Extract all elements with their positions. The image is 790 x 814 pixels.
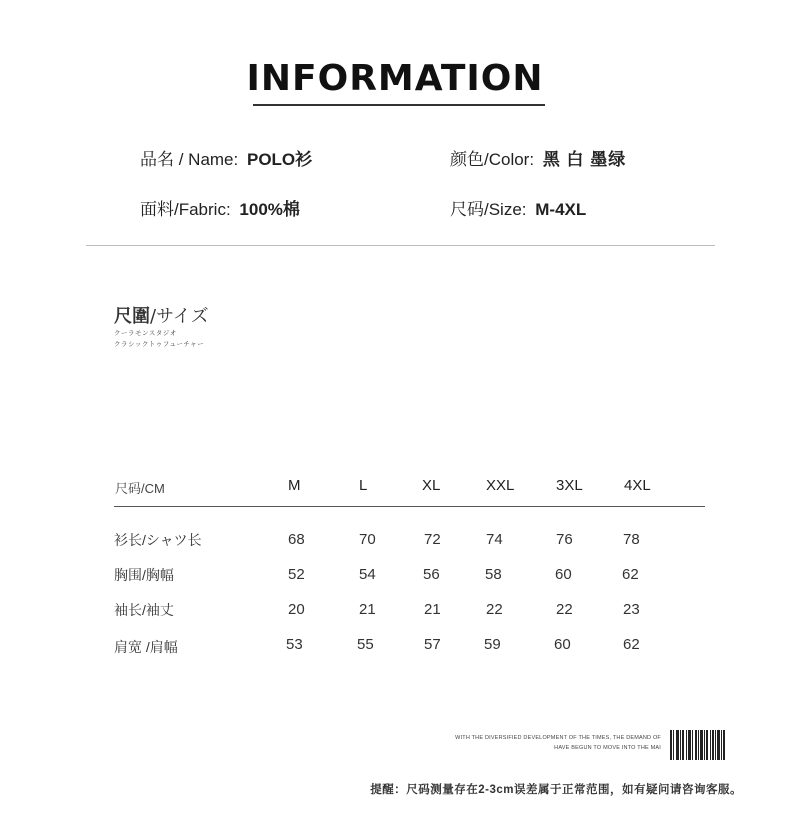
color-value: 黑 白 墨绿 bbox=[542, 150, 627, 169]
table-cell: 22 bbox=[556, 601, 573, 618]
table-cell: 72 bbox=[424, 531, 441, 548]
table-cell: 53 bbox=[286, 636, 303, 653]
page-title: INFORMATION bbox=[246, 58, 544, 99]
table-cell: 52 bbox=[288, 566, 305, 583]
table-cell: 22 bbox=[486, 601, 503, 618]
table-cell: 55 bbox=[357, 636, 374, 653]
table-col-header: L bbox=[359, 477, 368, 494]
table-cell: 60 bbox=[554, 636, 571, 653]
color-label: 颜色/Color: bbox=[450, 150, 535, 169]
fabric-value: 100%棉 bbox=[239, 200, 300, 219]
table-row-label: 胸围/胸幅 bbox=[114, 567, 174, 583]
product-name bbox=[140, 145, 312, 170]
size-chart-heading-rest: /サイズ bbox=[150, 306, 209, 327]
name-value: POLO衫 bbox=[246, 150, 313, 169]
table-cell: 23 bbox=[623, 601, 640, 618]
product-color bbox=[450, 145, 626, 170]
name-label: 品名 / Name: bbox=[140, 150, 239, 169]
table-cell: 21 bbox=[424, 601, 441, 618]
table-col-header: 4XL bbox=[624, 477, 651, 494]
section-divider bbox=[86, 245, 715, 246]
table-col-header: M bbox=[288, 477, 301, 494]
fabric-label: 面料/Fabric: bbox=[140, 200, 231, 219]
table-cell: 21 bbox=[359, 601, 376, 618]
footer-english-line-1: WITH THE DIVERSIFIED DEVELOPMENT OF THE TIMES, THE DEMAND OF bbox=[455, 735, 661, 741]
table-row-label: 肩宽 /肩幅 bbox=[114, 639, 178, 655]
barcode-icon bbox=[670, 730, 726, 760]
size-chart-heading-bold: 尺圍 bbox=[114, 306, 150, 327]
table-cell: 76 bbox=[556, 531, 573, 548]
table-cell: 68 bbox=[288, 531, 305, 548]
size-value: M-4XL bbox=[535, 200, 587, 219]
measurement-tip: 提醒：尺码测量存在2-3cm误差属于正常范围，如有疑问请咨询客服。 bbox=[370, 784, 742, 796]
table-cell: 60 bbox=[555, 566, 572, 583]
table-col-header: XXL bbox=[486, 477, 515, 494]
footer-english-line-2: HAVE BEGUN TO MOVE INTO THE MAI bbox=[554, 745, 661, 751]
title-underline bbox=[253, 104, 545, 106]
table-col-header: XL bbox=[422, 477, 441, 494]
table-cell: 54 bbox=[359, 566, 376, 583]
table-header-label: 尺码/CM bbox=[115, 481, 165, 496]
table-row-label: 袖长/袖丈 bbox=[114, 602, 174, 618]
table-cell: 56 bbox=[423, 566, 440, 583]
product-fabric bbox=[140, 195, 300, 220]
size-label: 尺码/Size: bbox=[450, 200, 527, 219]
table-cell: 62 bbox=[623, 636, 640, 653]
product-size bbox=[450, 195, 586, 220]
table-cell: 20 bbox=[288, 601, 305, 618]
table-cell: 59 bbox=[484, 636, 501, 653]
size-chart-heading bbox=[114, 302, 209, 328]
table-row-label: 衫长/シャツ长 bbox=[114, 532, 202, 548]
table-cell: 57 bbox=[424, 636, 441, 653]
brand-subtitle-1: クーラモンスタジオ bbox=[114, 330, 177, 337]
table-header-rule bbox=[114, 506, 705, 507]
table-cell: 70 bbox=[359, 531, 376, 548]
table-cell: 74 bbox=[486, 531, 503, 548]
table-cell: 58 bbox=[485, 566, 502, 583]
table-cell: 62 bbox=[622, 566, 639, 583]
table-col-header: 3XL bbox=[556, 477, 583, 494]
table-cell: 78 bbox=[623, 531, 640, 548]
brand-subtitle-2: クラシックトゥフューチャー bbox=[114, 341, 205, 348]
